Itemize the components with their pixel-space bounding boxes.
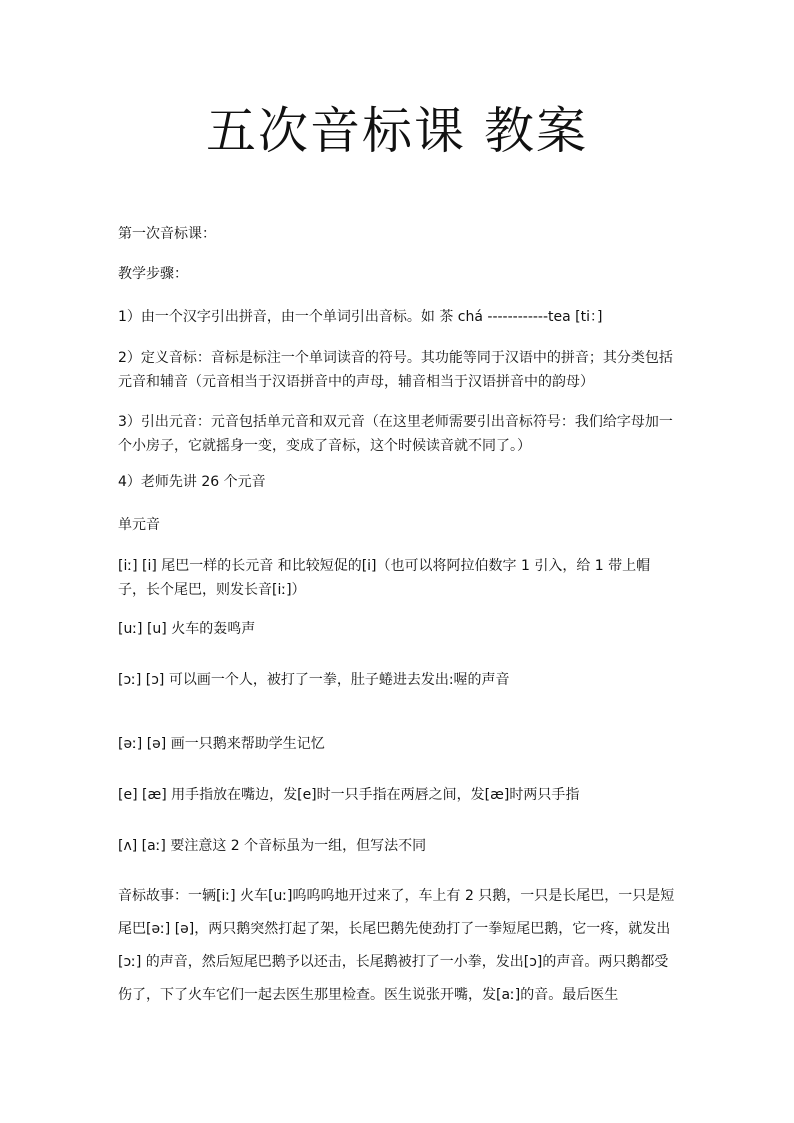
document-title: 五次音标课 教案 <box>206 102 588 160</box>
phonetic-story-paragraph: 音标故事：一辆[iː] 火车[uː]呜呜呜地开过来了，车上有 2 只鹅，一只是长尾巴，一只是短尾巴[əː] [ə]，两只鹅突然打起了架，长尾巴鹅先使劲打了一拳短尾巴鹅，它一疼，就发出[ɔː] 的声音，然后短尾巴鹅予以还击，长尾鹅被打了一小拳，发出[ɔ]的声音。两只鹅都受伤了，下了火车它们一起去医生那里检查。医生说张开嘴，发[aː]的音。最后医生 <box>118 888 675 1003</box>
monophthong-heading: 单元音 <box>118 517 160 533</box>
section-heading-lesson-1: 第一次音标课： <box>118 226 216 242</box>
section-heading-steps: 教学步骤： <box>118 266 188 282</box>
vowel-pair-schwa: [əː] [ə] 画一只鹅来帮助学生记忆 <box>118 736 325 752</box>
step-1-paragraph: 1）由一个汉字引出拼音，由一个单词引出音标。如 茶 chá ------------tea [ti：] <box>118 309 603 325</box>
step-4-paragraph: 4）老师先讲 26 个元音 <box>118 474 266 490</box>
vowel-pair-o: [ɔː] [ɔ] 可以画一个人，被打了一拳，肚子蜷进去发出:喔的声音 <box>118 672 510 688</box>
vowel-pair-i: [iː] [i] 尾巴一样的长元音 和比较短促的[i]（也可以将阿拉伯数字 1 引入，给 1 带上帽子，长个尾巴，则发长音[iː]） <box>118 558 651 598</box>
step-2-paragraph: 2）定义音标：音标是标注一个单词读音的符号。其功能等同于汉语中的拼音；其分类包括元音和辅音（元音相当于汉语拼音中的声母，辅音相当于汉语拼音中的韵母） <box>118 350 673 390</box>
vowel-pair-u: [uː] [u] 火车的轰鸣声 <box>118 621 256 637</box>
vowel-pair-e: [e] [æ] 用手指放在嘴边，发[e]时一只手指在两唇之间，发[æ]时两只手指 <box>118 787 580 803</box>
step-3-paragraph: 3）引出元音：元音包括单元音和双元音（在这里老师需要引出音标符号：我们给字母加一个小房子，它就摇身一变，变成了音标，这个时候读音就不同了。） <box>118 414 673 454</box>
vowel-pair-a: [ʌ] [aː] 要注意这 2 个音标虽为一组，但写法不同 <box>118 838 427 854</box>
